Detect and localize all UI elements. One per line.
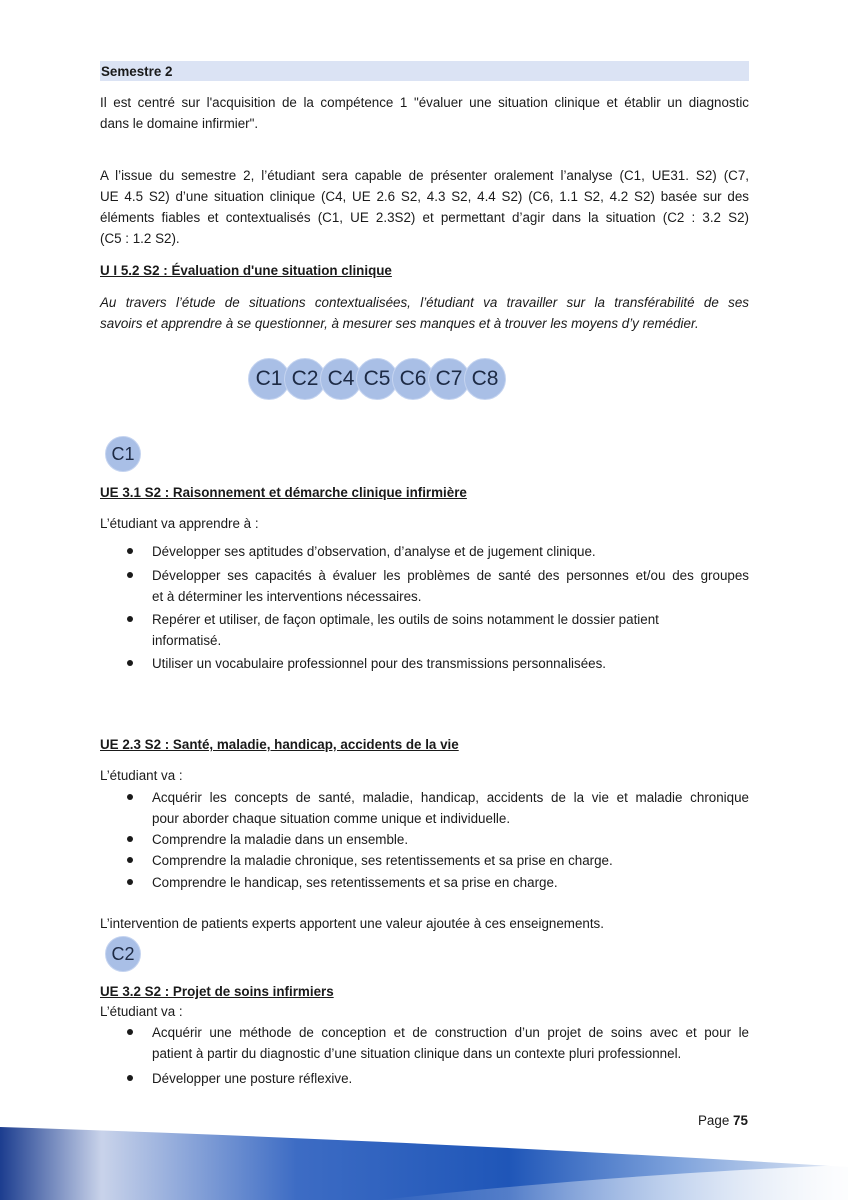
competence-badge-c1: C1 bbox=[105, 436, 141, 472]
block2-bullet-4: Comprendre le handicap, ses retentissements et sa prise en charge. bbox=[152, 875, 558, 890]
para2-line-3: éléments fiables et contextualisés (C1, UE 2.3S2) et permettant d’agir dans la situation (C2 : 3.2 S2) bbox=[100, 210, 749, 225]
para2-line-4: (C5 : 1.2 S2). bbox=[100, 231, 180, 246]
block3-bullet-1-line-1: Acquérir une méthode de conception et de construction d’un projet de soins avec et pour le bbox=[152, 1025, 749, 1040]
ui-text-line-2: savoirs et apprendre à se questionner, à mesurer ses manques et à trouver les moyens d’y remédier. bbox=[100, 316, 699, 331]
bullet-icon bbox=[127, 794, 133, 800]
block3-bullet-1-line-2: patient à partir du diagnostic d’une situation clinique dans un contexte pluri professionnel. bbox=[152, 1046, 682, 1061]
bullet-icon bbox=[127, 1075, 133, 1081]
bullet-icon bbox=[127, 1029, 133, 1035]
ui-heading: U I 5.2 S2 : Évaluation d'une situation clinique bbox=[100, 263, 392, 278]
bullet-icon bbox=[127, 660, 133, 666]
block1-heading: UE 3.1 S2 : Raisonnement et démarche clinique infirmière bbox=[100, 485, 467, 500]
footer-decoration-band bbox=[0, 1125, 848, 1200]
section-title: Semestre 2 bbox=[101, 64, 173, 79]
block2-bullet-3: Comprendre la maladie chronique, ses retentissements et sa prise en charge. bbox=[152, 853, 613, 868]
intro-line-2: dans le domaine infirmier". bbox=[100, 116, 259, 131]
block1-bullet-3-line-2: informatisé. bbox=[152, 633, 222, 648]
competence-circle-c6: C6 bbox=[392, 358, 434, 400]
page-number-value: 75 bbox=[733, 1113, 748, 1128]
block2-note: L’intervention de patients experts apportent une valeur ajoutée à ces enseignements. bbox=[100, 916, 604, 931]
competence-circle-c4: C4 bbox=[320, 358, 362, 400]
section-title-bar bbox=[100, 61, 749, 81]
block2-heading: UE 2.3 S2 : Santé, maladie, handicap, accidents de la vie bbox=[100, 737, 459, 752]
block3-bullet-2: Développer une posture réflexive. bbox=[152, 1071, 353, 1086]
bullet-icon bbox=[127, 548, 133, 554]
block1-bullet-1: Développer ses aptitudes d’observation, d’analyse et de jugement clinique. bbox=[152, 544, 596, 559]
block1-bullet-3-line-1: Repérer et utiliser, de façon optimale, les outils de soins notamment le dossier patient bbox=[152, 612, 659, 627]
block2-bullet-2: Comprendre la maladie dans un ensemble. bbox=[152, 832, 409, 847]
block1-bullet-2-line-2: et à déterminer les interventions nécessaires. bbox=[152, 589, 422, 604]
competence-circle-c2: C2 bbox=[284, 358, 326, 400]
bullet-icon bbox=[127, 836, 133, 842]
page-label: Page bbox=[698, 1113, 730, 1128]
para2-line-2: UE 4.5 S2) d’une situation clinique (C4, UE 2.6 S2, 4.3 S2, 4.4 S2) (C6, 1.1 S2, 4.2 S2) basée sur des bbox=[100, 189, 749, 204]
competence-badge-c2: C2 bbox=[105, 936, 141, 972]
block2-bullet-1-line-2: pour aborder chaque situation comme unique et individuelle. bbox=[152, 811, 511, 826]
bullet-icon bbox=[127, 616, 133, 622]
intro-line-1: Il est centré sur l'acquisition de la compétence 1 "évaluer une situation clinique et établir un diagnostic bbox=[100, 95, 749, 110]
block1-bullet-2-line-1: Développer ses capacités à évaluer les problèmes de santé des personnes et/ou des groupes bbox=[152, 568, 749, 583]
block1-bullet-4: Utiliser un vocabulaire professionnel pour des transmissions personnalisées. bbox=[152, 656, 607, 671]
competence-circle-c8: C8 bbox=[464, 358, 506, 400]
competence-circle-c5: C5 bbox=[356, 358, 398, 400]
competence-circle-c1: C1 bbox=[248, 358, 290, 400]
block1-lead: L’étudiant va apprendre à : bbox=[100, 516, 259, 531]
bullet-icon bbox=[127, 572, 133, 578]
bullet-icon bbox=[127, 879, 133, 885]
bullet-icon bbox=[127, 857, 133, 863]
block2-lead: L’étudiant va : bbox=[100, 768, 183, 783]
competence-circle-c7: C7 bbox=[428, 358, 470, 400]
block3-lead: L’étudiant va : bbox=[100, 1004, 183, 1019]
para2-line-1: A l’issue du semestre 2, l’étudiant sera capable de présenter oralement l’analyse (C1, UE31. S2) (C7, bbox=[100, 168, 749, 183]
block3-heading: UE 3.2 S2 : Projet de soins infirmiers bbox=[100, 984, 334, 999]
ui-text-line-1: Au travers l’étude de situations contextualisées, l’étudiant va travailler sur la transférabilité de ses bbox=[100, 295, 749, 310]
block2-bullet-1-line-1: Acquérir les concepts de santé, maladie, handicap, accidents de la vie et maladie chronique bbox=[152, 790, 749, 805]
